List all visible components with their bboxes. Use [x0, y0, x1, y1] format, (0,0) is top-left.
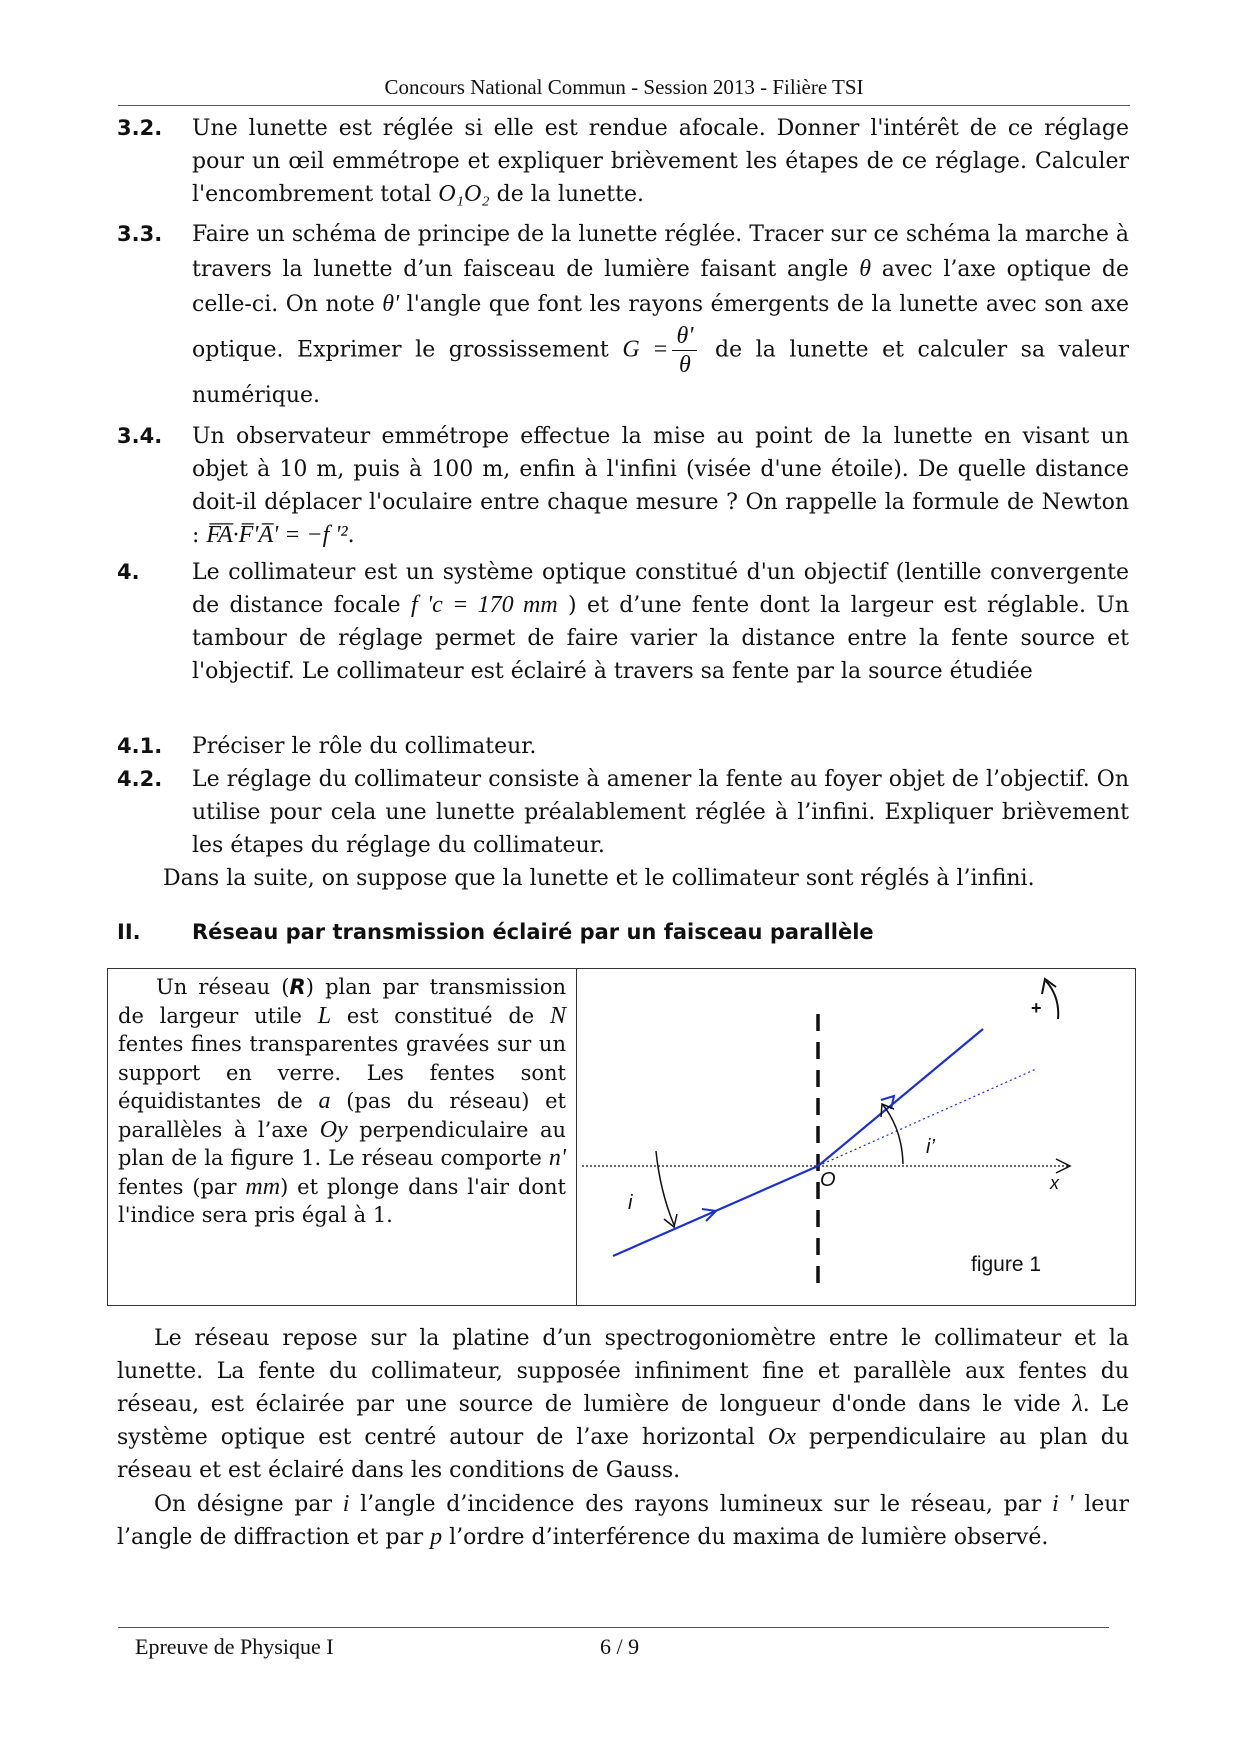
note-paragraph — [163, 862, 1129, 895]
math-focal-length: f 'c = 170 mm — [410, 592, 558, 618]
math-i: i — [342, 1491, 350, 1517]
question-4-2 — [117, 763, 1129, 862]
box-text: ) et plonge dans l'air dont l'indice sera pris égal à 1. — [118, 1174, 566, 1227]
question-text: Le collimateur est un système optique constitué d'un objectif (lentille convergente de distance focale — [192, 560, 1129, 618]
math-newton-formula: F̅A̅·F̅'A̅' = −f '² — [206, 522, 348, 548]
angle-i-arc — [656, 1151, 674, 1225]
grating-symbol: R — [289, 975, 306, 999]
question-number: 3.2. — [117, 116, 163, 140]
question-number: 4. — [117, 560, 140, 584]
box-text: fentes fines transparentes gravées sur un support en verre. Les fentes sont équidistantes de — [118, 1032, 566, 1113]
paragraph-text: perpendiculaire au plan du réseau et est éclairé dans les conditions de Gauss. — [117, 1425, 1130, 1483]
label-i: i — [628, 1192, 633, 1214]
question-number: 4.1. — [117, 734, 163, 758]
footer-divider — [118, 1627, 1109, 1628]
paragraph-text: Le réseau repose sur la platine d’un spectrogoniomètre entre le collimateur et la lunette. La fente du collimateur, supposée infiniment fine et parallèle aux fentes du réseau, est éclairée par une source de lumière de longueur d'onde dans le vide — [117, 1326, 1129, 1417]
question-number: 4.2. — [117, 767, 163, 791]
fraction-numerator: θ' — [672, 322, 697, 351]
paragraph-text: l’angle d’incidence des rayons lumineux sur le réseau, par — [360, 1492, 1042, 1517]
math-l: L — [317, 1002, 332, 1029]
paragraph-text: . Le système optique est centré autour de l’axe horizontal — [117, 1392, 1129, 1450]
question-4 — [117, 556, 1129, 688]
paragraph-setup — [117, 1322, 1129, 1487]
math-fraction — [672, 322, 697, 379]
math-lambda: λ — [1072, 1391, 1083, 1417]
question-text: Faire un schéma de principe de la lunette réglée. Tracer sur ce schéma la marche à travers la lunette d’un faisceau de lumière faisant angle — [192, 222, 1129, 282]
math-oy: Oy — [319, 1116, 348, 1143]
question-4-1 — [117, 730, 1129, 763]
math-g: G = — [622, 336, 669, 363]
math-p: p — [430, 1524, 443, 1550]
box-text: est constitué de — [346, 1003, 535, 1028]
section-title — [117, 920, 874, 944]
math-i-prime: i ' — [1052, 1491, 1074, 1517]
fraction-denominator: θ — [679, 352, 691, 378]
paragraph-text: leur l’angle de diffraction et par — [117, 1492, 1129, 1550]
question-text: l'angle que font les rayons émergents de la lunette avec son axe optique. Exprimer le grossissement — [192, 292, 1130, 363]
box-text: fentes (par — [118, 1174, 237, 1199]
math-mm: mm — [245, 1173, 281, 1200]
math-a: a — [318, 1088, 331, 1114]
question-text: Une lunette est réglée si elle est rendue afocale. Donner l'intérêt de ce réglage pour un œil emmétrope et expliquer brièvement les étapes de ce réglage. Calculer l'encombrement total — [192, 116, 1129, 207]
section-heading: Réseau par transmission éclairé par un faisceau parallèle — [192, 920, 874, 944]
box-divider — [576, 969, 577, 1305]
grating-description — [118, 973, 566, 1230]
question-text: de la lunette et calculer sa valeur numérique. — [192, 337, 1129, 408]
paragraph-text: l’ordre d’interférence du maxima de lumière observé. — [449, 1525, 1049, 1550]
math-o1o2: O₁O₂ — [438, 181, 490, 207]
question-text: de la lunette. — [496, 182, 644, 207]
angle-i-prime-arc — [883, 1105, 903, 1164]
question-text: Le réglage du collimateur consiste à amener la fente au foyer objet de l’objectif. On utilise pour cela une lunette préalablement réglée à l’infini. Expliquer brièvement les étapes du réglage du collimateur. — [192, 767, 1129, 858]
question-number: 3.3. — [117, 222, 163, 246]
question-3-2 — [117, 112, 1129, 211]
question-text: Préciser le rôle du collimateur. — [192, 734, 537, 759]
figure-1 — [578, 969, 1134, 1304]
math-theta-prime: θ' — [382, 291, 400, 317]
question-text: . — [347, 523, 355, 548]
footer-exam-name: Epreuve de Physique I — [135, 1634, 334, 1659]
label-x: x — [1050, 1173, 1059, 1193]
box-text: Un réseau ( — [156, 975, 290, 999]
grating-box — [107, 968, 1136, 1306]
paragraph-notation — [117, 1488, 1129, 1554]
label-plus: + — [1031, 998, 1042, 1018]
math-theta: θ — [859, 256, 871, 282]
box-text: (pas du réseau) et parallèles à l’axe — [118, 1089, 566, 1142]
math-n-prime: n' — [548, 1145, 566, 1171]
question-3-4 — [117, 420, 1129, 552]
math-n: N — [549, 1002, 566, 1029]
note-text: Dans la suite, on suppose que la lunette et le collimateur sont réglés à l’infini. — [163, 866, 1035, 891]
label-i-prime: i’ — [926, 1136, 935, 1158]
page-header: Concours National Commun - Session 2013 - Filière TSI — [384, 75, 864, 99]
box-text: ) plan par transmission de largeur utile — [118, 975, 567, 1028]
paragraph-text: On désigne par — [154, 1492, 333, 1517]
math-ox: Ox — [767, 1424, 796, 1450]
question-3-3 — [117, 218, 1129, 413]
question-text: avec l’axe optique de celle-ci. On note — [192, 257, 1129, 317]
figure-caption: figure 1 — [971, 1253, 1042, 1276]
orientation-arc — [1046, 981, 1058, 1019]
page-number: 6 / 9 — [600, 1634, 640, 1659]
label-o: O — [820, 1169, 836, 1191]
question-text: Un observateur emmétrope effectue la mise au point de la lunette en visant un objet à 10 m, puis à 100 m, enfin à l'infini (visée d'une étoile). De quelle distance doit-il déplacer l'oculaire entre chaque mesure ? On rappelle la formule de Newton : — [192, 424, 1129, 548]
question-number: 3.4. — [117, 424, 163, 448]
header-divider — [118, 105, 1130, 106]
question-text: ) et d’une fente dont la largeur est réglable. Un tambour de réglage permet de faire varier la distance entre la fente source et l'objectif. Le collimateur est éclairé à travers sa fente par la source étudiée — [192, 593, 1129, 684]
box-text: perpendiculaire au plan de la figure 1. Le réseau comporte — [118, 1117, 567, 1170]
section-number: II. — [117, 920, 141, 944]
